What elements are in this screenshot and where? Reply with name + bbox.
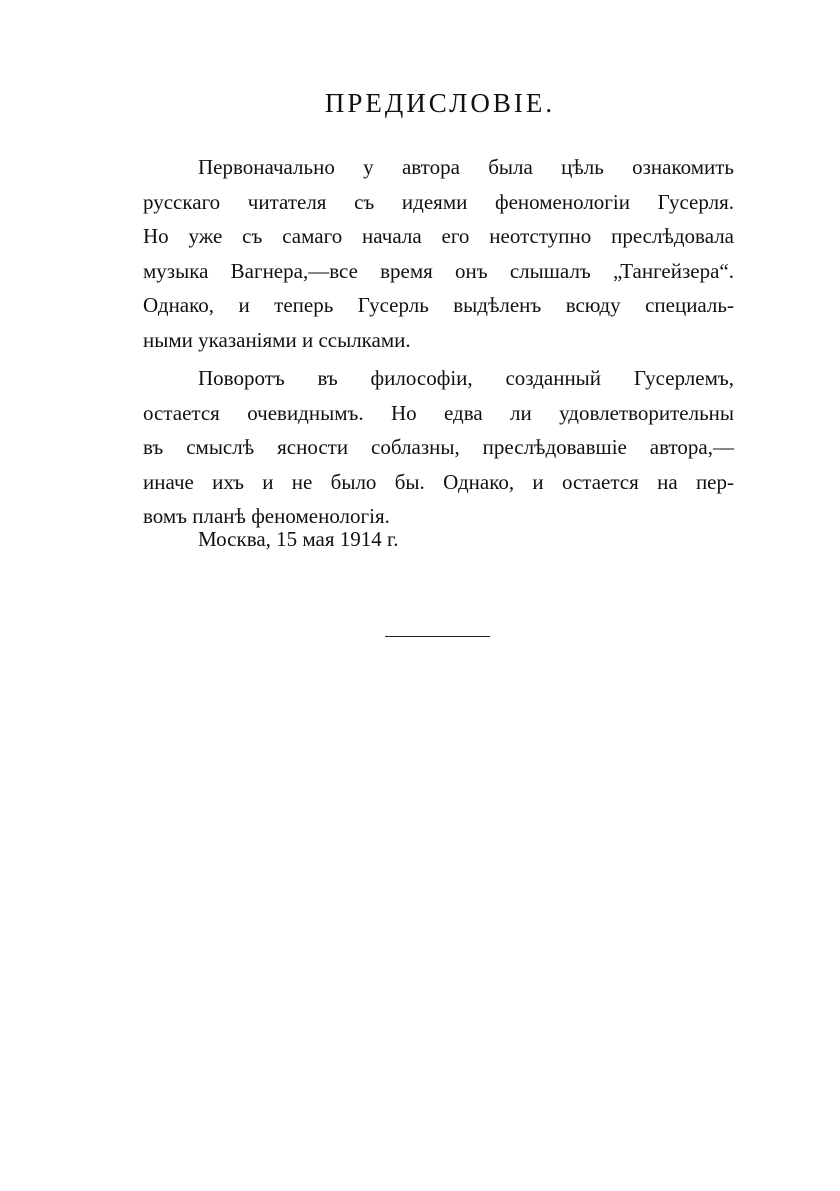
text-line: Поворотъ въ философiи, созданный Гусерлемъ, <box>198 366 734 390</box>
text-line: въ смыслѣ ясности соблазны, преслѣдовавшiе автора,— <box>143 435 734 459</box>
page-title: ПРЕДИСЛОВIЕ. <box>324 88 556 118</box>
text-line: Но уже съ самаго начала его неотступно преслѣдовала <box>143 224 734 248</box>
text-line: Первоначально у автора была цѣль ознакомить <box>198 155 734 179</box>
preface-body <box>143 150 734 534</box>
text-line: русскаго читателя съ идеями феноменологiи Гусерля. <box>143 189 734 214</box>
place-and-date: Москва, 15 мая 1914 г. <box>198 527 399 551</box>
text-line: ными указанiями и ссылками. <box>143 327 411 352</box>
text-line: остается очевиднымъ. Но едва ли удовлетворительны <box>143 400 734 425</box>
paragraph-2 <box>143 361 734 534</box>
paragraph-1 <box>143 150 734 357</box>
text-line: иначе ихъ и не было бы. Однако, и остается на пер- <box>143 469 734 494</box>
text-line: вомъ планѣ феноменологiя. <box>143 504 390 528</box>
text-line: музыка Вагнера,—все время онъ слышалъ „Тангейзера“. <box>143 258 734 283</box>
section-divider <box>385 636 490 637</box>
text-line: Однако, и теперь Гусерль выдѣленъ всюду специаль- <box>143 293 734 317</box>
